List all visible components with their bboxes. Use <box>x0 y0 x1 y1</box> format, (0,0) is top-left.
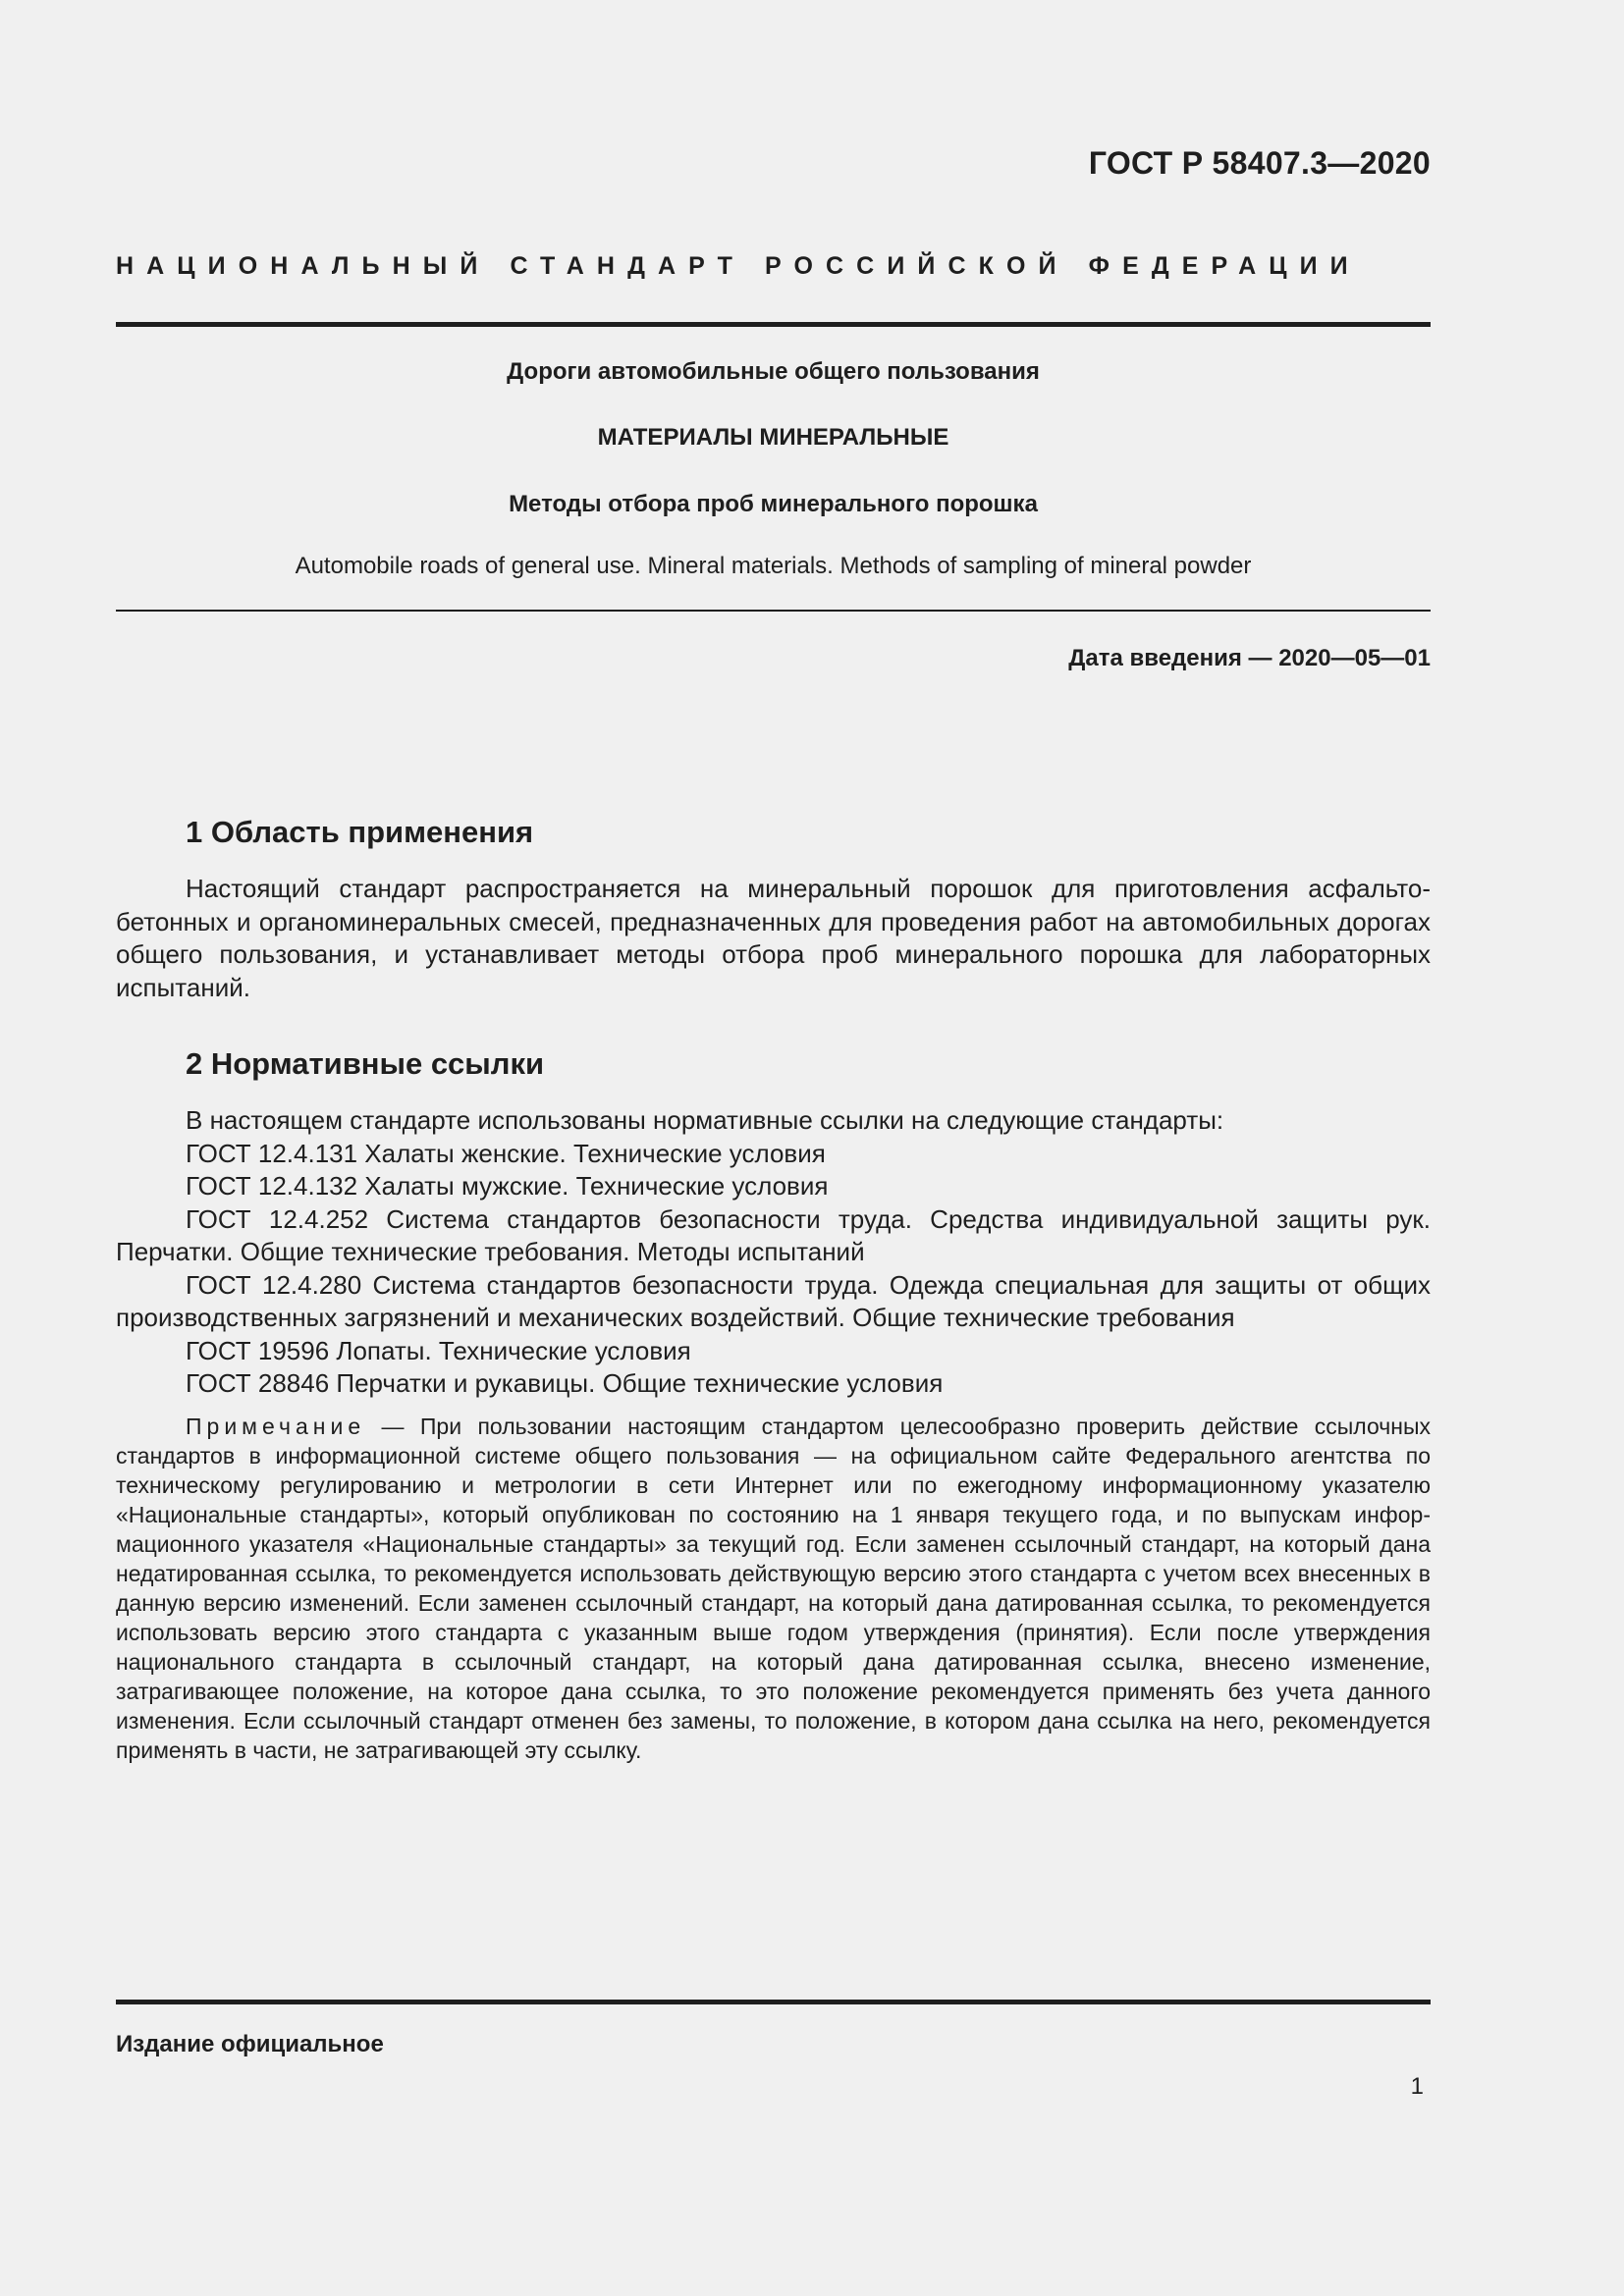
section-2-body <box>116 1104 1431 1401</box>
section-1-heading: 1 Область применения <box>186 815 534 849</box>
document-number: ГОСТ Р 58407.3—2020 <box>1088 145 1431 181</box>
title-english: Automobile roads of general use. Mineral materials. Methods of sampling of mineral powder <box>295 553 1252 579</box>
title-line-1: Дороги автомобильные общего пользования <box>507 358 1040 385</box>
edition-label: Издание официальное <box>116 2031 384 2057</box>
title-line-2: МАТЕРИАЛЫ МИНЕРАЛЬНЫЕ <box>597 424 949 451</box>
reference-item: ГОСТ 19596 Лопаты. Технические условия <box>186 1335 691 1365</box>
note-text: — При пользовании настоящим стандартом целесообразно проверить действие ссылочных стандартов в информационной системе общего пользования — на официальном сайте Федерального агентства по техническому регулированию и метрологии в сети Интернет или по ежегодному информационному указателю «Национальные стандарты», который опубликован по состоянию на 1 января текущего года, и по выпускам информационного указателя «Национальные стандарты» за текущий год. Если заменен ссылочный стандарт, на который дана недатированная ссылка, то рекомендуется использовать действующую версию этого стандарта с учетом всех внесенных в данную версию изменений. Если заменен ссылочный стандарт, на который дана датированная ссылка, то рекомендуется использовать версию этого стандарта с указанным выше годом утверждения (принятия). Если после утверждения национального стандарта в ссылочный стандарт, на который дана датированная ссылка, внесено изменение, затрагивающее положение, на которое дана ссылка, то это положение рекомендуется применять без учета данного изменения. Если ссылочный стандарт отменен без замены, то положение, в котором дана ссылка на него, рекомендуется применять в части, не затрагивающей эту ссылку. <box>116 1414 1431 1763</box>
title-rule <box>116 610 1431 612</box>
reference-item: ГОСТ 12.4.280 Система стандартов безопасности труда. Одежда специальная для защиты от общих производственных загрязнений и механических воздействий. Общие технические требования <box>116 1269 1431 1332</box>
reference-item: ГОСТ 28846 Перчатки и рукавицы. Общие технические условия <box>186 1368 944 1398</box>
footer-rule <box>116 2000 1431 2004</box>
section-1-paragraph: Настоящий стандарт распространяется на минеральный порошок для приготовления асфальтобетонных и органоминеральных смесей, предназначенных для проведения работ на автомобильных дорогах общего пользования, и устанавливает методы отбора проб минерального порошка для лабораторных испытаний. <box>116 874 1431 1002</box>
section-1-body <box>116 873 1431 1004</box>
reference-item: ГОСТ 12.4.132 Халаты мужские. Технические условия <box>186 1171 829 1201</box>
introduction-date: Дата введения — 2020—05—01 <box>1068 645 1431 671</box>
title-line-3: Методы отбора проб минерального порошка <box>509 491 1038 517</box>
header-rule <box>116 322 1431 327</box>
note-paragraph <box>116 1412 1431 1765</box>
reference-item: ГОСТ 12.4.131 Халаты женские. Технические условия <box>186 1138 826 1168</box>
reference-item: ГОСТ 12.4.252 Система стандартов безопасности труда. Средства индивидуальной защиты рук. Перчатки. Общие технические требования. Методы испытаний <box>116 1203 1431 1266</box>
reference-intro: В настоящем стандарте использованы нормативные ссылки на следующие стандарты: <box>186 1105 1224 1135</box>
section-2-heading: 2 Нормативные ссылки <box>186 1046 545 1081</box>
national-standard-banner: НАЦИОНАЛЬНЫЙ СТАНДАРТ РОССИЙСКОЙ ФЕДЕРАЦИИ <box>116 252 1361 280</box>
note-label: Примечание <box>186 1414 366 1439</box>
page-number: 1 <box>1410 2073 1424 2100</box>
